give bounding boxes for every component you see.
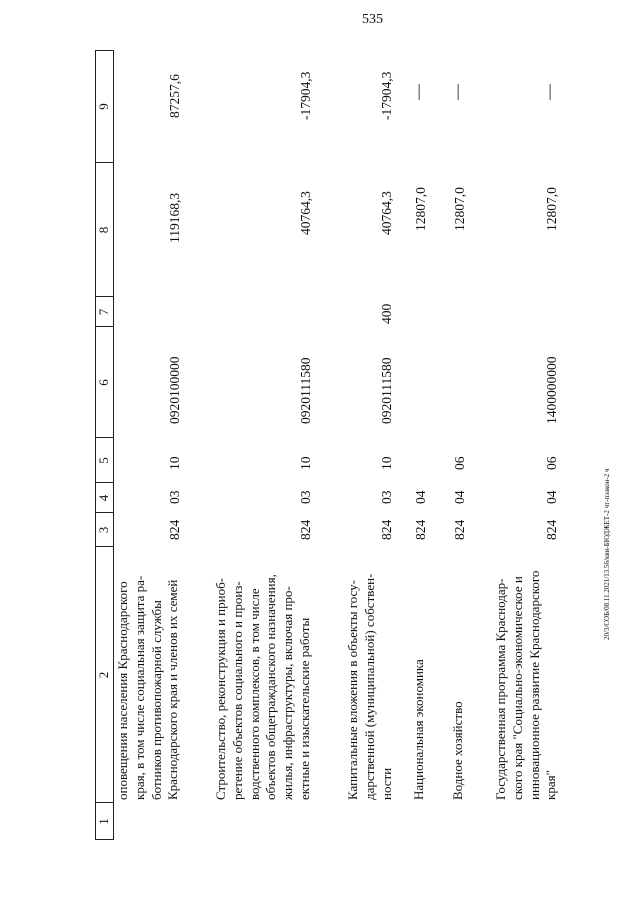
cell-c5: 06 [452, 456, 467, 470]
col-header-5: 5 [96, 457, 111, 464]
cell-c5: 10 [298, 456, 313, 470]
cell-c8: 12807,0 [452, 187, 467, 231]
cell-c3: 824 [298, 519, 313, 540]
row-name: Государственная программа Краснодар- ского края "Социально-экономическое и инновационное развитие Краснодарского края" [493, 570, 559, 800]
cell-c9: 87257,6 [167, 74, 182, 118]
cell-c3: 824 [452, 519, 467, 540]
cell-c3: 824 [413, 519, 428, 540]
header-divider [113, 50, 114, 840]
page-number: 535 [362, 12, 383, 27]
cell-c3: 824 [167, 519, 182, 540]
cell-c5: 06 [544, 456, 559, 470]
row-name: оповещения населения Краснодарского края, в том числе социальная защита ра- ботников противопожарной службы Краснодарского края и членов их семей [115, 575, 181, 800]
cell-c9: — [541, 84, 558, 100]
col-header-2: 2 [96, 671, 111, 679]
cell-c6: 1400000000 [544, 356, 559, 424]
cell-c8: 119168,3 [167, 192, 182, 243]
col-header-8: 8 [96, 226, 111, 234]
row-name: Строительство, реконструкция и приоб- ретение объектов социального и произ- водственного комплексов, в том числе объектов общегражданского назначения, жилья, инфраструктуры, включая про- ектные и изыскательские работы [213, 574, 312, 800]
row-name: Национальная экономика [411, 659, 426, 800]
col-header-6: 6 [96, 379, 111, 386]
cell-c6: 0920111580 [379, 357, 394, 424]
cell-c6: 0920111580 [298, 357, 313, 424]
cell-c4: 03 [298, 490, 313, 504]
cell-c3: 824 [544, 519, 559, 540]
cell-c9: — [449, 84, 466, 100]
row-name: Водное хозяйство [450, 701, 465, 800]
cell-c4: 04 [544, 490, 559, 504]
col-header-3: 3 [96, 526, 111, 534]
row-name: Капитальные вложения в объекты госу- дарственной (муниципальной) собствен- ности [345, 573, 394, 800]
budget-table [95, 50, 600, 840]
cell-c9: -17904,3 [298, 71, 313, 120]
cell-c3: 824 [379, 519, 394, 540]
col-header-9: 9 [96, 103, 111, 110]
cell-c9: — [410, 84, 427, 100]
cell-c4: 04 [413, 490, 428, 504]
cell-c5: 10 [379, 456, 394, 470]
col-header-4: 4 [96, 494, 111, 502]
cell-c8: 40764,3 [379, 191, 394, 235]
cell-c5: 10 [167, 456, 182, 470]
side-note [603, 40, 623, 640]
cell-c7: 400 [379, 303, 394, 324]
cell-c8: 12807,0 [413, 187, 428, 231]
cell-c9: -17904,3 [379, 71, 394, 120]
col-header-1: 1 [96, 818, 111, 825]
side-note-text: 20/3/СОБ/08.11.2021/13.56/кви-БЮДЖЕТ-2 чт-пзакон-2 ч [603, 468, 611, 640]
cell-c4: 04 [452, 490, 467, 504]
cell-c4: 03 [379, 490, 394, 504]
col-header-7: 7 [96, 308, 111, 316]
cell-c8: 40764,3 [298, 191, 313, 235]
cell-c6: 0920100000 [167, 356, 182, 424]
cell-c4: 03 [167, 490, 182, 504]
cell-c8: 12807,0 [544, 187, 559, 231]
